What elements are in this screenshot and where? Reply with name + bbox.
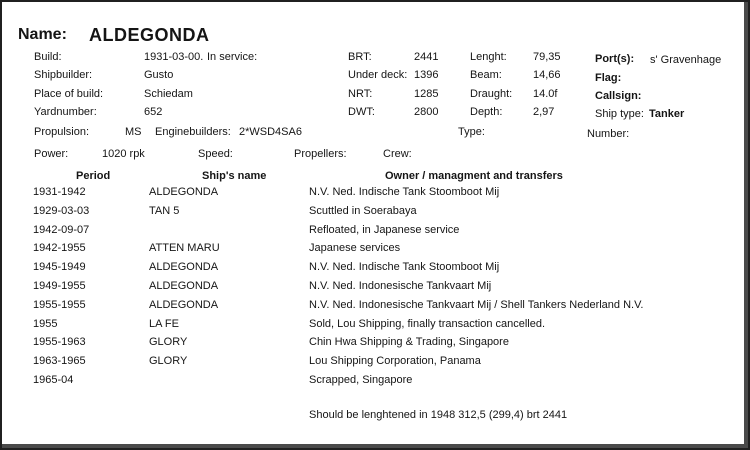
period-header: Period — [76, 170, 111, 182]
row-owner: Sold, Lou Shipping, finally transaction cancelled. — [309, 317, 546, 330]
propulsion-value: MS — [125, 126, 142, 138]
yardnumber-value: 652 — [144, 106, 163, 118]
row-period: 1955-1955 — [33, 298, 86, 311]
row-period: 1955-1963 — [33, 336, 86, 349]
callsign-label: Callsign: — [595, 90, 642, 102]
draught-value: 14.0f — [533, 88, 558, 100]
length-value: 79,35 — [533, 51, 561, 63]
row-period: 1929-03-03 — [33, 204, 90, 217]
shipbuilder-value: Gusto — [144, 69, 174, 81]
row-ship-name: ALDEGONDA — [149, 186, 219, 198]
length-label: Lenght: — [470, 51, 507, 63]
row-ship-name: ALDEGONDA — [149, 298, 219, 311]
ship-name-title: ALDEGONDA — [89, 25, 210, 45]
name-label: Name: — [18, 26, 67, 43]
row-period: 1955 — [33, 317, 58, 330]
build-label: Build: — [34, 51, 62, 63]
depth-label: Depth: — [470, 106, 503, 118]
lengthening-note: Should be lenghtened in 1948 312,5 (299,4) brt 2441 — [309, 409, 568, 421]
row-period: 1942-1955 — [33, 242, 86, 255]
ports-label: Port(s): — [595, 53, 635, 65]
depth-value: 2,97 — [533, 106, 555, 118]
row-owner: Japanese services — [309, 242, 401, 255]
beam-label: Beam: — [470, 69, 502, 81]
propellers-label: Propellers: — [294, 148, 347, 160]
row-period: 1949-1955 — [33, 280, 86, 292]
row-owner: Lou Shipping Corporation, Panama — [309, 355, 481, 368]
type-label: Type: — [458, 126, 485, 138]
row-ship-name: TAN 5 — [149, 204, 180, 217]
crew-label: Crew: — [383, 148, 412, 160]
number-label: Number: — [587, 128, 630, 140]
enginebuilders-label: Enginebuilders: — [155, 126, 231, 138]
row-owner: N.V. Ned. Indische Tank Stoomboot Mij — [309, 186, 500, 198]
row-owner: N.V. Ned. Indonesische Tankvaart Mij — [309, 280, 492, 292]
row-owner: N.V. Ned. Indische Tank Stoomboot Mij — [309, 261, 500, 274]
place-of-build-label: Place of build: — [34, 88, 104, 100]
place-of-build-value: Schiedam — [144, 88, 193, 100]
shipbuilder-label: Shipbuilder: — [34, 69, 93, 81]
row-ship-name: GLORY — [149, 336, 188, 349]
propulsion-label: Propulsion: — [34, 126, 90, 138]
owner-header: Owner / managment and transfers — [385, 170, 563, 182]
power-label: Power: — [34, 148, 69, 160]
build-value: 1931-03-00. — [144, 51, 204, 63]
beam-value: 14,66 — [533, 69, 561, 81]
under-deck-label: Under deck: — [348, 69, 408, 81]
ship-name-header: Ship's name — [202, 170, 267, 182]
row-period: 1963-1965 — [33, 355, 86, 368]
power-value: 1020 rpk — [102, 148, 145, 160]
row-period: 1945-1949 — [33, 261, 86, 274]
draught-label: Draught: — [470, 88, 513, 100]
brt-label: BRT: — [348, 51, 372, 63]
nrt-value: 1285 — [414, 88, 439, 100]
row-owner: Refloated, in Japanese service — [309, 223, 460, 236]
in-service-label: In service: — [207, 51, 258, 63]
ship-type-label: Ship type: — [595, 108, 644, 120]
row-ship-name: ALDEGONDA — [149, 261, 219, 274]
enginebuilders-value: 2*WSD4SA6 — [239, 126, 302, 138]
row-ship-name: ALDEGONDA — [149, 280, 219, 292]
row-ship-name: ATTEN MARU — [149, 242, 220, 255]
ports-value: s' Gravenhage — [650, 54, 722, 66]
dwt-label: DWT: — [348, 106, 375, 118]
yardnumber-label: Yardnumber: — [34, 106, 97, 118]
row-owner: Scrapped, Singapore — [309, 374, 413, 386]
row-period: 1942-09-07 — [33, 223, 90, 236]
row-owner: Chin Hwa Shipping & Trading, Singapore — [309, 336, 509, 349]
dwt-value: 2800 — [414, 106, 439, 118]
row-ship-name: LA FE — [149, 317, 179, 330]
speed-label: Speed: — [198, 148, 233, 160]
brt-value: 2441 — [414, 51, 439, 63]
under-deck-value: 1396 — [414, 69, 439, 81]
ship-type-value: Tanker — [649, 108, 685, 120]
row-owner: N.V. Ned. Indonesische Tankvaart Mij / Shell Tankers Nederland N.V. — [309, 298, 644, 311]
row-period: 1931-1942 — [33, 186, 86, 198]
nrt-label: NRT: — [348, 88, 373, 100]
flag-label: Flag: — [595, 72, 622, 84]
row-period: 1965-04 — [33, 374, 74, 386]
row-owner: Scuttled in Soerabaya — [309, 204, 417, 217]
row-ship-name: GLORY — [149, 355, 188, 368]
